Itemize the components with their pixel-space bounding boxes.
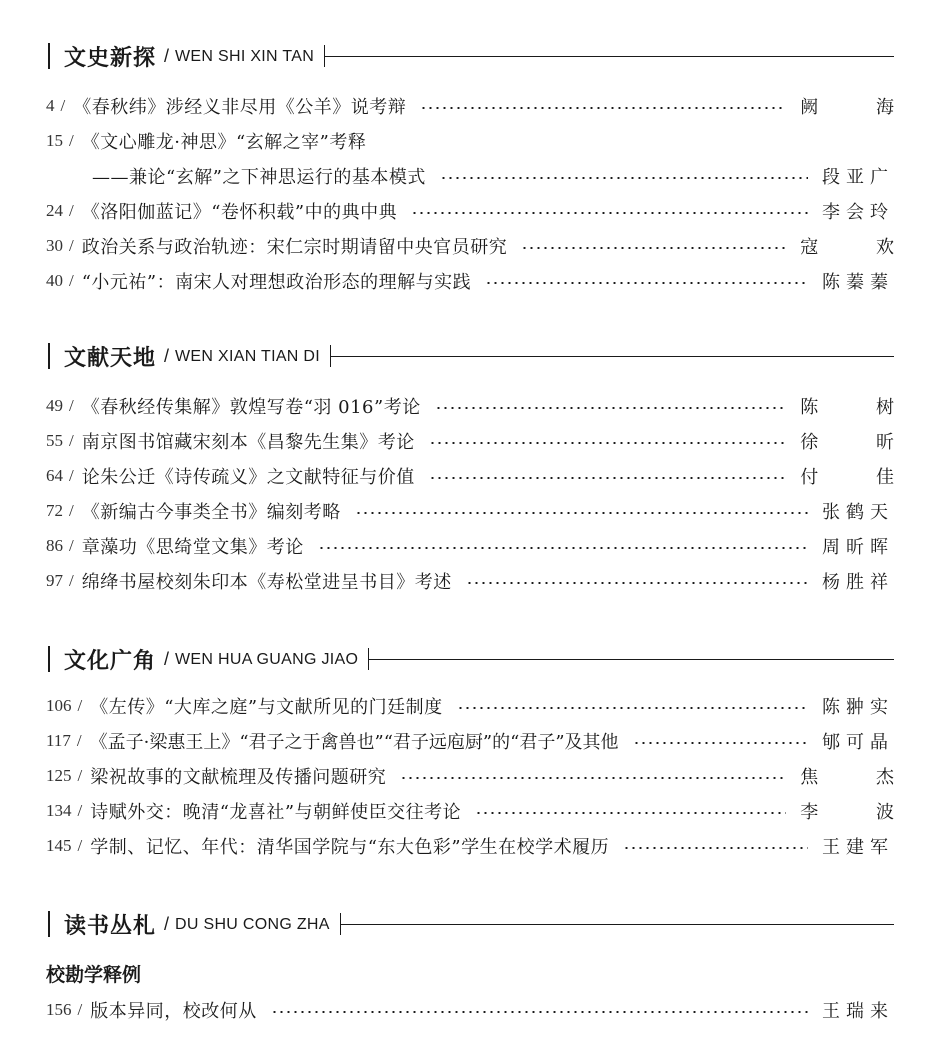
entry-slash: /: [77, 801, 83, 820]
dot-leader: [429, 477, 787, 479]
toc-entry[interactable]: [46, 727, 894, 755]
entry-title: 梁祝故事的文献梳理及传播问题研究: [90, 767, 387, 788]
toc-entry[interactable]: [46, 497, 894, 525]
dot-leader: [411, 212, 808, 214]
entry-author: 周昕晖: [822, 537, 894, 558]
entry-title: 绵绛书屋校刻朱印本《寿松堂进呈书目》考述: [81, 572, 452, 593]
section-title: 读书丛札: [64, 912, 157, 939]
entry-author: 郇可晶: [822, 732, 894, 753]
dot-leader: [466, 582, 808, 584]
entry-author: 陈 树: [800, 397, 920, 418]
section-bar: [48, 911, 50, 937]
entry-page: 4: [46, 96, 55, 115]
entry-slash: /: [77, 836, 83, 855]
dot-leader: [475, 812, 786, 814]
entry-slash: /: [69, 271, 74, 290]
entry-slash: /: [69, 201, 74, 220]
section-rule: [331, 356, 894, 357]
dot-leader: [457, 707, 808, 709]
entry-slash: /: [76, 731, 82, 750]
entry-page: 134: [46, 801, 72, 820]
entry-title: 《孟子·梁惠王上》“君子之于禽兽也”“君子远庖厨”的“君子”及其他: [89, 732, 619, 753]
entry-title: 《春秋纬》涉经义非尽用《公羊》说考辩: [73, 97, 407, 118]
entry-page: 117: [46, 731, 71, 750]
section-slash: /: [164, 345, 170, 366]
entry-author: 段亚广: [822, 167, 894, 188]
section-rule: [325, 56, 894, 57]
entry-title: 学制、记忆、年代：清华国学院与“东大色彩”学生在校学术履历: [90, 837, 610, 858]
entry-author: 陈蓁蓁: [822, 272, 894, 293]
section-title: 文史新探: [64, 44, 157, 71]
entry-slash: /: [69, 236, 74, 255]
section-header: [48, 340, 894, 372]
entry-slash: /: [77, 766, 83, 785]
entry-page: 15: [46, 131, 63, 150]
entry-title: 《左传》“大库之庭”与文献所见的门廷制度: [90, 697, 443, 718]
entry-slash: /: [69, 466, 74, 485]
entry-page: 55: [46, 431, 63, 450]
entry-author: 杨胜祥: [822, 572, 894, 593]
section-header: [48, 643, 894, 675]
toc-entry[interactable]: [46, 762, 920, 790]
entry-page: 30: [46, 236, 63, 255]
entry-title: “小元祐”：南宋人对理想政治形态的理解与实践: [81, 272, 472, 293]
section-title-english: DU SHU CONG ZHA: [175, 916, 330, 933]
toc-entry[interactable]: [46, 832, 894, 860]
entry-author: 寇 欢: [800, 237, 920, 258]
section-title: 文化广角: [64, 647, 157, 674]
toc-entry[interactable]: [46, 532, 894, 560]
toc-entry[interactable]: [46, 392, 920, 420]
entry-slash: /: [69, 396, 74, 415]
section-title: 文献天地: [64, 344, 157, 371]
entry-page: 86: [46, 536, 63, 555]
entry-author: 张鹤天: [822, 502, 894, 523]
dot-leader: [623, 847, 808, 849]
entry-page: 97: [46, 571, 63, 590]
toc-entry[interactable]: [46, 92, 920, 120]
entry-slash: /: [69, 536, 74, 555]
dot-leader: [429, 442, 787, 444]
toc-entry-continuation[interactable]: [46, 162, 894, 190]
dot-leader: [521, 247, 786, 249]
dot-leader: [271, 1011, 808, 1013]
section-slash: /: [164, 45, 170, 66]
entry-page: 72: [46, 501, 63, 520]
toc-entry[interactable]: [46, 197, 894, 225]
entry-slash: /: [77, 1000, 83, 1019]
entry-title: 南京图书馆藏宋刻本《昌黎先生集》考论: [81, 432, 415, 453]
section-slash: /: [164, 648, 170, 669]
section-header: [48, 908, 894, 940]
entry-slash: /: [69, 431, 74, 450]
section-bar: [48, 43, 50, 69]
entry-slash: /: [60, 96, 66, 115]
dot-leader: [633, 742, 808, 744]
section-bar: [48, 646, 50, 672]
section-title-english: WEN SHI XIN TAN: [175, 48, 315, 65]
entry-page: 40: [46, 271, 63, 290]
entry-title: 《文心雕龙·神思》“玄解之宰”考释: [81, 132, 367, 153]
toc-entry[interactable]: [46, 267, 894, 295]
entry-title: 《新编古今事类全书》编刻考略: [81, 502, 341, 523]
section-rule: [341, 924, 894, 925]
entry-author: 王建军: [822, 837, 894, 858]
entry-author: 李 波: [800, 802, 920, 823]
toc-entry[interactable]: [46, 232, 920, 260]
dot-leader: [318, 547, 808, 549]
section-bar: [48, 343, 50, 369]
entry-page: 156: [46, 1000, 72, 1019]
section-rule: [369, 659, 894, 660]
entry-author: 李会玲: [822, 202, 894, 223]
entry-author: 焦 杰: [800, 767, 920, 788]
entry-title: 版本异同，校改何从: [90, 1001, 257, 1022]
entry-page: 145: [46, 836, 72, 855]
dot-leader: [400, 777, 786, 779]
entry-page: 64: [46, 466, 63, 485]
toc-entry[interactable]: [46, 996, 894, 1024]
entry-slash: /: [77, 696, 83, 715]
entry-page: 49: [46, 396, 63, 415]
section-header: [48, 40, 894, 72]
dot-leader: [485, 282, 808, 284]
entry-title: 《春秋经传集解》敦煌写卷“羽 016”考论: [81, 397, 421, 418]
toc-entry[interactable]: [46, 462, 920, 490]
entry-title: 《洛阳伽蓝记》“卷怀积载”中的典中典: [81, 202, 398, 223]
subsection-title: 校勘学释例: [46, 964, 142, 986]
entry-slash: /: [69, 131, 74, 150]
dot-leader: [420, 107, 786, 109]
entry-slash: /: [69, 571, 74, 590]
entry-author: 阙 海: [800, 97, 920, 118]
section-title-english: WEN XIAN TIAN DI: [175, 348, 320, 365]
entry-page: 125: [46, 766, 72, 785]
toc-entry[interactable]: [46, 127, 894, 155]
entry-author: 王瑞来: [822, 1001, 894, 1022]
entry-author: 付 佳: [800, 467, 920, 488]
entry-title: 政治关系与政治轨迹：宋仁宗时期请留中央官员研究: [81, 237, 508, 258]
toc-entry[interactable]: [46, 427, 920, 455]
entry-subtitle: ——兼论“玄解”之下神思运行的基本模式: [92, 167, 426, 188]
entry-page: 106: [46, 696, 72, 715]
section-slash: /: [164, 913, 170, 934]
entry-author: 徐 昕: [800, 432, 920, 453]
toc-entry[interactable]: [46, 797, 920, 825]
entry-title: 论朱公迁《诗传疏义》之文献特征与价值: [81, 467, 415, 488]
toc-entry[interactable]: [46, 567, 894, 595]
toc-entry[interactable]: [46, 692, 894, 720]
section-title-english: WEN HUA GUANG JIAO: [175, 651, 359, 668]
dot-leader: [440, 177, 808, 179]
entry-page: 24: [46, 201, 63, 220]
entry-slash: /: [69, 501, 74, 520]
entry-author: 陈翀实: [822, 697, 894, 718]
dot-leader: [435, 407, 787, 409]
dot-leader: [355, 512, 808, 514]
entry-title: 诗赋外交：晚清“龙喜社”与朝鲜使臣交往考论: [90, 802, 462, 823]
entry-title: 章藻功《思绮堂文集》考论: [81, 537, 304, 558]
